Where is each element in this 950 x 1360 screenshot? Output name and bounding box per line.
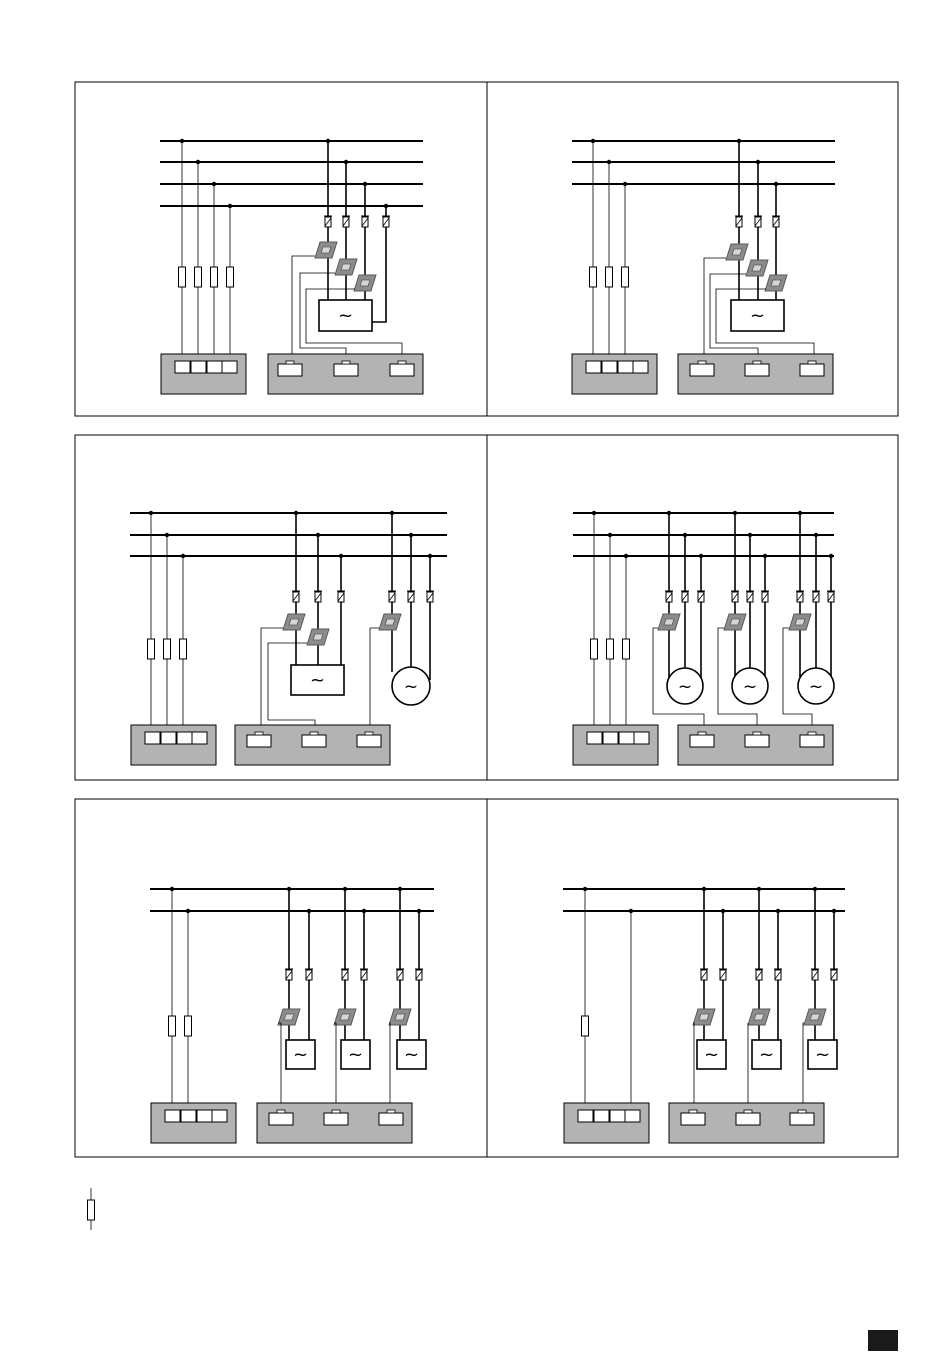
ac-source-icon: ~ <box>703 1044 720 1066</box>
voltage-terminal <box>578 1110 593 1122</box>
load-box <box>319 300 372 331</box>
page-corner-mark <box>868 1330 898 1351</box>
voltage-terminal <box>587 732 602 744</box>
line-fuse-icon <box>796 591 804 602</box>
motor-load <box>798 668 834 704</box>
terminal-body <box>800 364 824 376</box>
line-fuse-icon <box>681 591 689 602</box>
fuse-icon <box>227 267 234 287</box>
voltage-terminal <box>197 1110 212 1122</box>
terminal-body <box>269 1113 293 1125</box>
ct-window <box>795 619 805 625</box>
ct-window <box>284 1014 294 1020</box>
line-fuse-icon <box>342 216 350 227</box>
terminal-body <box>800 735 824 747</box>
fuse-icon <box>591 639 598 659</box>
fuse-icon <box>623 639 630 659</box>
current-transformer-icon <box>748 1009 770 1025</box>
fuse-icon <box>590 267 597 287</box>
ac-source-icon: ~ <box>749 305 766 327</box>
fuse-icon <box>148 639 155 659</box>
current-transformer-icon <box>283 614 305 630</box>
line-fuse-icon <box>746 591 754 602</box>
ac-source-icon: ~ <box>337 305 354 327</box>
ct-window <box>313 634 323 640</box>
voltage-terminal <box>619 732 634 744</box>
ac-source-icon: ~ <box>808 677 824 697</box>
line-fuse-icon <box>761 591 769 602</box>
current-transformer-icon <box>724 614 746 630</box>
voltage-terminal <box>594 1110 609 1122</box>
line-fuse-icon <box>388 591 396 602</box>
ct-window <box>340 1014 350 1020</box>
fuse-icon <box>582 1016 589 1036</box>
current-transformer-icon <box>354 275 376 291</box>
line-fuse-icon <box>337 591 345 602</box>
line-fuse-icon <box>341 969 349 980</box>
ac-source-icon: ~ <box>758 1044 775 1066</box>
ct-secondary <box>704 258 726 360</box>
fuse-icon <box>88 1200 95 1220</box>
terminal-tab <box>798 1110 806 1113</box>
voltage-input-module <box>572 354 657 394</box>
terminal-tab <box>310 732 318 735</box>
load-box <box>697 1040 726 1069</box>
fuse-icon <box>169 1016 176 1036</box>
ct-window <box>385 619 395 625</box>
line-fuse-icon <box>697 591 705 602</box>
line-fuse-icon <box>314 591 322 602</box>
ct-secondary <box>389 1023 390 1110</box>
fuse-icon <box>180 639 187 659</box>
terminal-tab <box>698 361 706 364</box>
panel-4-wiring <box>573 511 835 765</box>
load-box <box>341 1040 370 1069</box>
panel-3-wiring <box>130 511 447 765</box>
terminal-tab <box>255 732 263 735</box>
voltage-terminal <box>175 361 190 373</box>
ct-window <box>395 1014 405 1020</box>
line-fuse-icon <box>382 216 390 227</box>
voltage-terminal <box>165 1110 180 1122</box>
terminal-tab <box>753 732 761 735</box>
ac-source-icon: ~ <box>742 677 758 697</box>
terminal-tab <box>744 1110 752 1113</box>
ct-window <box>732 249 742 255</box>
line-fuse-icon <box>830 969 838 980</box>
voltage-input-module <box>131 725 216 765</box>
terminal-tab <box>277 1110 285 1113</box>
panel-1-wiring <box>160 139 423 394</box>
current-transformer-icon <box>693 1009 715 1025</box>
load-box <box>291 665 344 695</box>
line-fuse-icon <box>415 969 423 980</box>
current-transformer-icon <box>335 259 357 275</box>
ct-window <box>664 619 674 625</box>
line-fuse-icon <box>305 969 313 980</box>
current-transformer-icon <box>315 242 337 258</box>
terminal-tab <box>286 361 294 364</box>
terminal-body <box>334 364 358 376</box>
terminal-tab <box>753 361 761 364</box>
line-fuse-icon <box>665 591 673 602</box>
ac-source-icon: ~ <box>309 670 326 691</box>
line-fuse-icon <box>700 969 708 980</box>
load-box <box>397 1040 426 1069</box>
line-fuse-icon <box>426 591 434 602</box>
load-box <box>752 1040 781 1069</box>
voltage-terminal <box>603 732 618 744</box>
terminal-tab <box>387 1110 395 1113</box>
terminal-body <box>736 1113 760 1125</box>
voltage-terminal <box>633 361 648 373</box>
terminal-body <box>379 1113 403 1125</box>
current-transformer-icon <box>765 275 787 291</box>
line-fuse-icon <box>292 591 300 602</box>
voltage-terminal <box>192 732 207 744</box>
terminal-body <box>390 364 414 376</box>
line-fuse-icon <box>324 216 332 227</box>
terminal-body <box>745 364 769 376</box>
motor-load <box>667 668 703 704</box>
fuse-icon <box>622 267 629 287</box>
line-fuse-icon <box>731 591 739 602</box>
terminal-body <box>324 1113 348 1125</box>
current-transformer-icon <box>389 1009 411 1025</box>
line-fuse-icon <box>361 216 369 227</box>
fuse-icon <box>607 639 614 659</box>
ac-source-icon: ~ <box>347 1044 364 1066</box>
voltage-terminal <box>181 1110 196 1122</box>
ac-source-icon: ~ <box>292 1044 309 1066</box>
ct-secondary <box>292 256 315 360</box>
voltage-terminal <box>618 361 633 373</box>
ct-window <box>810 1014 820 1020</box>
voltage-terminal <box>207 361 222 373</box>
voltage-terminal <box>161 732 176 744</box>
ct-window <box>752 265 762 271</box>
legend <box>88 1188 95 1230</box>
ac-source-icon: ~ <box>814 1044 831 1066</box>
ac-source-icon: ~ <box>403 677 419 697</box>
ac-source-icon: ~ <box>403 1044 420 1066</box>
current-transformer-icon <box>804 1009 826 1025</box>
fuse-icon <box>195 267 202 287</box>
fuse-icon <box>211 267 218 287</box>
voltage-terminal <box>634 732 649 744</box>
fuse-icon <box>606 267 613 287</box>
terminal-body <box>247 735 271 747</box>
terminal-body <box>302 735 326 747</box>
current-transformer-icon <box>746 260 768 276</box>
line-fuse-icon <box>774 969 782 980</box>
panel-2-wiring <box>572 139 835 394</box>
ac-source-icon: ~ <box>677 677 693 697</box>
voltage-terminal <box>602 361 617 373</box>
ct-secondary <box>803 1023 804 1110</box>
line-fuse-icon <box>735 216 743 227</box>
fuse-icon <box>179 267 186 287</box>
terminal-tab <box>332 1110 340 1113</box>
line-fuse-icon <box>719 969 727 980</box>
line-fuse-icon <box>772 216 780 227</box>
ct-secondary <box>370 628 379 733</box>
line-fuse-icon <box>812 591 820 602</box>
current-transformer-icon <box>307 629 329 645</box>
current-transformer-icon <box>334 1009 356 1025</box>
ct-secondary <box>261 628 283 733</box>
line-fuse-icon <box>285 969 293 980</box>
current-transformer-icon <box>379 614 401 630</box>
line-fuse-icon <box>360 969 368 980</box>
voltage-input-module <box>161 354 246 394</box>
terminal-body <box>790 1113 814 1125</box>
terminal-body <box>690 735 714 747</box>
terminal-body <box>681 1113 705 1125</box>
current-transformer-icon <box>726 244 748 260</box>
load-box <box>286 1040 315 1069</box>
voltage-terminal <box>212 1110 227 1122</box>
voltage-terminal <box>145 732 160 744</box>
motor-load <box>392 667 430 705</box>
voltage-input-module <box>573 725 658 765</box>
ct-window <box>699 1014 709 1020</box>
ct-window <box>771 280 781 286</box>
voltage-terminal <box>177 732 192 744</box>
line-fuse-icon <box>811 969 819 980</box>
ct-window <box>321 247 331 253</box>
line-fuse-icon <box>396 969 404 980</box>
terminal-tab <box>808 361 816 364</box>
voltage-terminal <box>586 361 601 373</box>
terminal-tab <box>808 732 816 735</box>
terminal-body <box>278 364 302 376</box>
terminal-tab <box>342 361 350 364</box>
line-fuse-icon <box>754 216 762 227</box>
ct-secondary <box>278 1023 281 1110</box>
terminal-body <box>357 735 381 747</box>
terminal-tab <box>698 732 706 735</box>
ct-window <box>289 619 299 625</box>
current-transformer-icon <box>789 614 811 630</box>
voltage-terminal <box>610 1110 625 1122</box>
ct-window <box>360 280 370 286</box>
line-fuse-icon <box>407 591 415 602</box>
load-box <box>808 1040 837 1069</box>
fuse-icon <box>164 639 171 659</box>
line-fuse-icon <box>755 969 763 980</box>
terminal-tab <box>365 732 373 735</box>
terminal-tab <box>398 361 406 364</box>
motor-load <box>732 668 768 704</box>
ct-window <box>341 264 351 270</box>
ct-window <box>730 619 740 625</box>
panel-5-wiring <box>150 887 434 1143</box>
load-box <box>731 300 784 331</box>
voltage-terminal <box>625 1110 640 1122</box>
terminal-tab <box>689 1110 697 1113</box>
voltage-terminal <box>191 361 206 373</box>
voltage-input-module <box>564 1103 649 1143</box>
voltage-input-module <box>151 1103 236 1143</box>
ct-secondary <box>334 1023 336 1110</box>
voltage-terminal <box>222 361 237 373</box>
panel-6-wiring <box>563 887 845 1143</box>
terminal-body <box>745 735 769 747</box>
current-transformer-icon <box>658 614 680 630</box>
ct-window <box>754 1014 764 1020</box>
line-fuse-icon <box>827 591 835 602</box>
fuse-icon <box>185 1016 192 1036</box>
terminal-body <box>690 364 714 376</box>
ct-secondary <box>693 1023 694 1110</box>
